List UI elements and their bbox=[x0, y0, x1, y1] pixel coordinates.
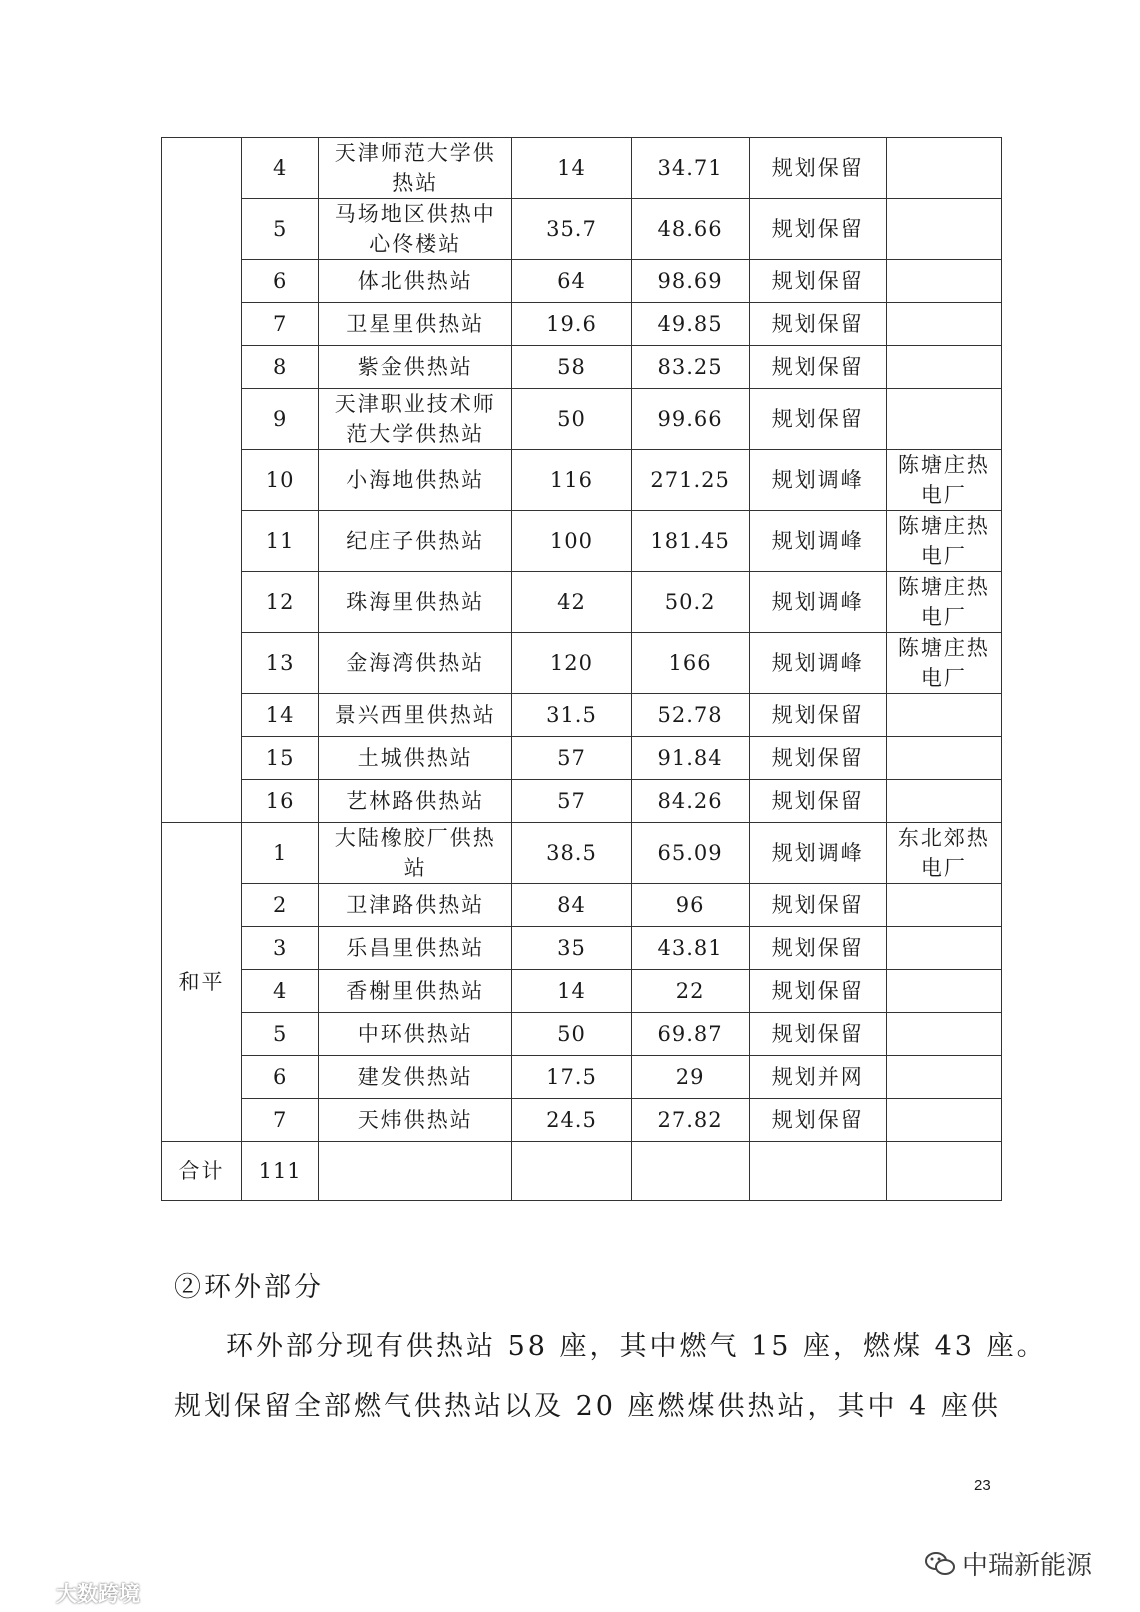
table-row bbox=[162, 970, 1002, 1013]
heat-source-cell bbox=[886, 1099, 1001, 1142]
plan-cell: 规划保留 bbox=[749, 1099, 886, 1142]
plan-cell: 规划调峰 bbox=[749, 511, 886, 572]
heat-source-cell bbox=[886, 199, 1001, 260]
heat-source-cell bbox=[886, 1013, 1001, 1056]
value-2-cell: 69.87 bbox=[631, 1013, 749, 1056]
value-1-cell: 42 bbox=[512, 572, 631, 633]
value-2-cell: 49.85 bbox=[631, 303, 749, 346]
value-2-cell: 29 bbox=[631, 1056, 749, 1099]
value-2-cell: 181.45 bbox=[631, 511, 749, 572]
value-2-cell: 27.82 bbox=[631, 1099, 749, 1142]
value-1-cell: 58 bbox=[512, 346, 631, 389]
row-number-cell: 4 bbox=[242, 138, 319, 199]
row-number-cell: 10 bbox=[242, 450, 319, 511]
station-name-cell: 卫星里供热站 bbox=[319, 303, 512, 346]
plan-cell: 规划调峰 bbox=[749, 450, 886, 511]
row-number-cell: 9 bbox=[242, 389, 319, 450]
heat-source-cell bbox=[886, 1056, 1001, 1099]
page-number: 23 bbox=[974, 1477, 991, 1494]
table-row bbox=[162, 138, 1002, 199]
row-number-cell: 6 bbox=[242, 260, 319, 303]
row-number-cell: 11 bbox=[242, 511, 319, 572]
table-row bbox=[162, 884, 1002, 927]
table-body bbox=[162, 138, 1002, 1201]
wechat-icon bbox=[924, 1550, 956, 1578]
heat-source-cell bbox=[886, 927, 1001, 970]
value-1-cell: 50 bbox=[512, 389, 631, 450]
plan-cell: 规划并网 bbox=[749, 1056, 886, 1099]
row-number-cell: 5 bbox=[242, 1013, 319, 1056]
plan-cell: 规划保留 bbox=[749, 780, 886, 823]
value-2-cell: 48.66 bbox=[631, 199, 749, 260]
plan-cell: 规划调峰 bbox=[749, 572, 886, 633]
table-row bbox=[162, 260, 1002, 303]
logo-icon bbox=[12, 1581, 52, 1605]
row-number-cell: 5 bbox=[242, 199, 319, 260]
value-1-cell: 100 bbox=[512, 511, 631, 572]
station-name-cell: 小海地供热站 bbox=[319, 450, 512, 511]
table-row bbox=[162, 511, 1002, 572]
value-2-cell: 43.81 bbox=[631, 927, 749, 970]
station-name-cell: 纪庄子供热站 bbox=[319, 511, 512, 572]
value-2-cell: 83.25 bbox=[631, 346, 749, 389]
value-2-cell: 50.2 bbox=[631, 572, 749, 633]
row-number-cell: 2 bbox=[242, 884, 319, 927]
watermark-left bbox=[12, 1578, 140, 1608]
value-1-cell: 38.5 bbox=[512, 823, 631, 884]
station-name-cell: 体北供热站 bbox=[319, 260, 512, 303]
value-2-cell: 34.71 bbox=[631, 138, 749, 199]
station-name-cell: 大陆橡胶厂供热站 bbox=[319, 823, 512, 884]
value-2-cell: 84.26 bbox=[631, 780, 749, 823]
plan-cell: 规划保留 bbox=[749, 694, 886, 737]
table-row bbox=[162, 389, 1002, 450]
total-value-cell: 111 bbox=[242, 1142, 319, 1201]
station-name-cell: 中环供热站 bbox=[319, 1013, 512, 1056]
value-1-cell: 35 bbox=[512, 927, 631, 970]
heat-source-cell: 陈塘庄热电厂 bbox=[886, 633, 1001, 694]
value-2-cell: 22 bbox=[631, 970, 749, 1013]
watermark-left-text: 大数跨境 bbox=[56, 1582, 140, 1606]
table-row bbox=[162, 346, 1002, 389]
station-name-cell: 卫津路供热站 bbox=[319, 884, 512, 927]
table-row bbox=[162, 1099, 1002, 1142]
station-name-cell: 景兴西里供热站 bbox=[319, 694, 512, 737]
station-name-cell: 天炜供热站 bbox=[319, 1099, 512, 1142]
value-1-cell: 14 bbox=[512, 970, 631, 1013]
row-number-cell: 8 bbox=[242, 346, 319, 389]
table-row bbox=[162, 199, 1002, 260]
heat-source-cell: 东北郊热电厂 bbox=[886, 823, 1001, 884]
heat-source-cell bbox=[886, 970, 1001, 1013]
table-row bbox=[162, 303, 1002, 346]
value-1-cell: 64 bbox=[512, 260, 631, 303]
heat-source-cell bbox=[886, 138, 1001, 199]
watermark-right-text: 中瑞新能源 bbox=[962, 1551, 1093, 1581]
heat-source-cell bbox=[886, 389, 1001, 450]
table-row bbox=[162, 927, 1002, 970]
district-cell-blank bbox=[162, 138, 242, 823]
station-name-cell: 珠海里供热站 bbox=[319, 572, 512, 633]
heat-source-cell bbox=[886, 884, 1001, 927]
plan-cell: 规划保留 bbox=[749, 199, 886, 260]
empty-cell bbox=[886, 1142, 1001, 1201]
station-name-cell: 天津职业技术师范大学供热站 bbox=[319, 389, 512, 450]
district-cell-heping: 和平 bbox=[162, 823, 242, 1142]
value-1-cell: 24.5 bbox=[512, 1099, 631, 1142]
value-2-cell: 271.25 bbox=[631, 450, 749, 511]
plan-cell: 规划保留 bbox=[749, 927, 886, 970]
heat-source-cell: 陈塘庄热电厂 bbox=[886, 572, 1001, 633]
table-row bbox=[162, 737, 1002, 780]
plan-cell: 规划保留 bbox=[749, 737, 886, 780]
total-label-cell: 合计 bbox=[162, 1142, 242, 1201]
row-number-cell: 14 bbox=[242, 694, 319, 737]
value-2-cell: 98.69 bbox=[631, 260, 749, 303]
station-name-cell: 土城供热站 bbox=[319, 737, 512, 780]
heating-station-table bbox=[161, 137, 1002, 1201]
value-1-cell: 84 bbox=[512, 884, 631, 927]
value-1-cell: 35.7 bbox=[512, 199, 631, 260]
body-paragraph-line-2: 规划保留全部燃气供热站以及 20 座燃煤供热站，其中 4 座供 bbox=[174, 1391, 1001, 1422]
table-row bbox=[162, 823, 1002, 884]
table-row bbox=[162, 780, 1002, 823]
station-name-cell: 乐昌里供热站 bbox=[319, 927, 512, 970]
watermark-right bbox=[924, 1545, 1092, 1582]
heat-source-cell: 陈塘庄热电厂 bbox=[886, 511, 1001, 572]
row-number-cell: 7 bbox=[242, 1099, 319, 1142]
heat-source-cell bbox=[886, 780, 1001, 823]
plan-cell: 规划保留 bbox=[749, 1013, 886, 1056]
value-2-cell: 91.84 bbox=[631, 737, 749, 780]
table-row bbox=[162, 1013, 1002, 1056]
station-name-cell: 紫金供热站 bbox=[319, 346, 512, 389]
value-1-cell: 57 bbox=[512, 780, 631, 823]
heat-source-cell bbox=[886, 694, 1001, 737]
row-number-cell: 16 bbox=[242, 780, 319, 823]
value-1-cell: 57 bbox=[512, 737, 631, 780]
station-name-cell: 建发供热站 bbox=[319, 1056, 512, 1099]
heat-source-cell bbox=[886, 303, 1001, 346]
value-1-cell: 120 bbox=[512, 633, 631, 694]
plan-cell: 规划保留 bbox=[749, 260, 886, 303]
table-row bbox=[162, 1056, 1002, 1099]
empty-cell bbox=[749, 1142, 886, 1201]
row-number-cell: 4 bbox=[242, 970, 319, 1013]
plan-cell: 规划保留 bbox=[749, 389, 886, 450]
row-number-cell: 15 bbox=[242, 737, 319, 780]
value-1-cell: 50 bbox=[512, 1013, 631, 1056]
value-1-cell: 31.5 bbox=[512, 694, 631, 737]
row-number-cell: 7 bbox=[242, 303, 319, 346]
total-row bbox=[162, 1142, 1002, 1201]
table-row bbox=[162, 694, 1002, 737]
plan-cell: 规划保留 bbox=[749, 970, 886, 1013]
row-number-cell: 3 bbox=[242, 927, 319, 970]
plan-cell: 规划调峰 bbox=[749, 823, 886, 884]
row-number-cell: 13 bbox=[242, 633, 319, 694]
heat-source-cell bbox=[886, 346, 1001, 389]
station-name-cell: 天津师范大学供热站 bbox=[319, 138, 512, 199]
heat-source-cell: 陈塘庄热电厂 bbox=[886, 450, 1001, 511]
value-2-cell: 96 bbox=[631, 884, 749, 927]
station-name-cell: 香榭里供热站 bbox=[319, 970, 512, 1013]
value-1-cell: 17.5 bbox=[512, 1056, 631, 1099]
plan-cell: 规划保留 bbox=[749, 138, 886, 199]
table-row bbox=[162, 450, 1002, 511]
empty-cell bbox=[319, 1142, 512, 1201]
value-2-cell: 99.66 bbox=[631, 389, 749, 450]
row-number-cell: 6 bbox=[242, 1056, 319, 1099]
plan-cell: 规划保留 bbox=[749, 346, 886, 389]
value-1-cell: 14 bbox=[512, 138, 631, 199]
value-1-cell: 116 bbox=[512, 450, 631, 511]
body-paragraph-line-1: 环外部分现有供热站 58 座，其中燃气 15 座，燃煤 43 座。 bbox=[226, 1331, 1047, 1362]
plan-cell: 规划保留 bbox=[749, 884, 886, 927]
heat-source-cell bbox=[886, 260, 1001, 303]
value-2-cell: 52.78 bbox=[631, 694, 749, 737]
value-1-cell: 19.6 bbox=[512, 303, 631, 346]
plan-cell: 规划调峰 bbox=[749, 633, 886, 694]
empty-cell bbox=[512, 1142, 631, 1201]
value-2-cell: 65.09 bbox=[631, 823, 749, 884]
empty-cell bbox=[631, 1142, 749, 1201]
table-row bbox=[162, 572, 1002, 633]
value-2-cell: 166 bbox=[631, 633, 749, 694]
row-number-cell: 12 bbox=[242, 572, 319, 633]
plan-cell: 规划保留 bbox=[749, 303, 886, 346]
station-name-cell: 金海湾供热站 bbox=[319, 633, 512, 694]
table-row bbox=[162, 633, 1002, 694]
section-heading: ②环外部分 bbox=[174, 1272, 324, 1303]
heat-source-cell bbox=[886, 737, 1001, 780]
station-name-cell: 马场地区供热中心佟楼站 bbox=[319, 199, 512, 260]
station-name-cell: 艺林路供热站 bbox=[319, 780, 512, 823]
row-number-cell: 1 bbox=[242, 823, 319, 884]
